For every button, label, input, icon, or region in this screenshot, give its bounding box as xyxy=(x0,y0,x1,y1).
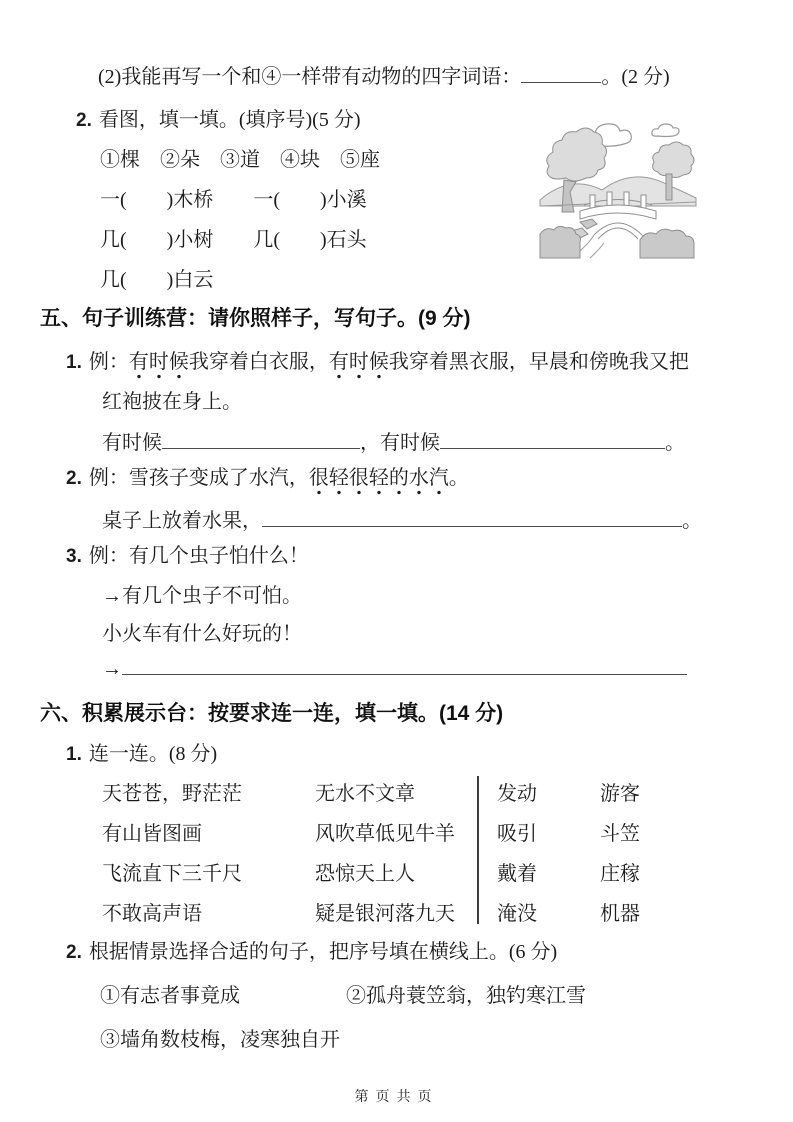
answer-blank-s5q3[interactable] xyxy=(122,654,687,675)
s6-q2-options-row xyxy=(100,984,586,1009)
s6-q2-text: 根据情景选择合适的句子，把序号填在横线上。(6 分) xyxy=(88,941,558,963)
s6-q2-number: 2. xyxy=(66,942,82,963)
s5-q1-ans-pre2: ，有时候 xyxy=(360,432,440,454)
match-cell[interactable]: 无水不文章 xyxy=(315,783,415,805)
match-cell[interactable]: 庄稼 xyxy=(600,863,640,885)
s6-q1-stem xyxy=(66,742,217,767)
s5-q2-answer-line xyxy=(102,506,702,534)
s5-q2-ans-end: 。 xyxy=(682,510,702,532)
question-4-sub2-text: 我能再写一个和④一样带有动物的四字词语： xyxy=(121,66,522,88)
fill-line-1[interactable]: 一( )木桥 一( )小溪 xyxy=(100,189,367,211)
section-5-heading: 五、句子训练营：请你照样子，写句子。(9 分) xyxy=(40,307,471,330)
match-cell[interactable]: 淹没 xyxy=(497,903,537,925)
match-cell[interactable]: 飞流直下三千尺 xyxy=(102,863,242,885)
s6-q2-stem xyxy=(66,940,557,965)
s5-q2-end: 。 xyxy=(448,467,469,489)
s5-q1-ans-pre1: 有时候 xyxy=(102,432,162,454)
s5-q3-answer-line xyxy=(102,654,687,682)
s6-q1-number: 1. xyxy=(66,744,82,765)
s5-q1-mid2: 我穿着黑衣服，早晨和傍晚我又把 xyxy=(388,351,689,373)
page-footer: 第页共页 xyxy=(354,1088,439,1104)
answer-blank-s5q2[interactable] xyxy=(262,506,682,527)
s5-q1-answer-line xyxy=(102,428,685,456)
s5-q1-mid1: 我穿着白衣服， xyxy=(188,351,329,373)
s6-q2-option-3: ③墙角数枝梅，凌寒独自开 xyxy=(100,1029,340,1051)
s5-q3-example xyxy=(66,544,309,569)
measure-word-options: ①棵 ②朵 ③道 ④块 ⑤座 xyxy=(100,149,380,171)
s5-q2-pre: 例：雪孩子变成了水汽， xyxy=(88,467,309,489)
fill-line-3[interactable]: 几( )白云 xyxy=(100,269,214,291)
s5-q2-dotted: 很轻很轻的水汽 xyxy=(309,467,449,495)
match-cell[interactable]: 戴着 xyxy=(497,863,537,885)
match-cell[interactable]: 吸引 xyxy=(497,823,537,845)
s5-q2-example xyxy=(66,466,469,491)
fill-line-2[interactable]: 几( )小树 几( )石头 xyxy=(100,229,367,251)
arrow-icon: → xyxy=(102,658,122,680)
column-divider xyxy=(477,776,479,924)
s5-q2-number: 2. xyxy=(66,468,82,489)
question-2-text: 看图，填一填。(填序号)(5 分) xyxy=(98,109,361,131)
question-4-sub2 xyxy=(98,62,670,90)
answer-blank-s5q1-a[interactable] xyxy=(162,428,360,449)
s6-q2-option-2: ②孤舟蓑笠翁，独钓寒江雪 xyxy=(346,985,586,1007)
s5-q3-example-text: 例：有几个虫子怕什么！ xyxy=(88,545,309,567)
s6-q2-option-1: ①有志者事竟成 xyxy=(100,985,240,1007)
question-4-sub2-number: (2) xyxy=(98,66,122,88)
s5-q1-dotted-2: 有时候 xyxy=(329,351,389,379)
s5-q3-converted: →有几个虫子不可怕。 xyxy=(102,585,302,607)
s5-q1-example xyxy=(66,350,689,375)
s5-q1-dotted-1: 有时候 xyxy=(129,351,189,379)
s5-q1-example-cont: 红袍披在身上。 xyxy=(102,391,242,413)
match-cell[interactable]: 不敢高声语 xyxy=(102,903,202,925)
match-cell[interactable]: 斗笠 xyxy=(600,823,640,845)
match-cell[interactable]: 发动 xyxy=(497,783,537,805)
question-2-number: 2. xyxy=(76,110,92,131)
s5-q1-pre: 例： xyxy=(88,351,129,373)
s6-q1-text: 连一连。(8 分) xyxy=(88,743,218,765)
match-cell[interactable]: 机器 xyxy=(600,903,640,925)
match-cell[interactable]: 风吹草低见牛羊 xyxy=(315,823,455,845)
scenery-illustration xyxy=(538,112,698,262)
question-4-sub2-points: 。(2 分) xyxy=(601,66,670,88)
question-2-stem xyxy=(76,108,361,133)
s5-q1-number: 1. xyxy=(66,352,82,373)
match-cell[interactable]: 疑是银河落九天 xyxy=(315,903,455,925)
bridge-scene-drawing xyxy=(538,112,698,262)
s5-q3-prompt: 小火车有什么好玩的！ xyxy=(102,623,302,645)
match-cell[interactable]: 有山皆图画 xyxy=(102,823,202,845)
s5-q3-number: 3. xyxy=(66,546,82,567)
match-cell[interactable]: 游客 xyxy=(600,783,640,805)
s5-q1-ans-end: 。 xyxy=(665,432,685,454)
section-6-heading: 六、积累展示台：按要求连一连，填一填。(14 分) xyxy=(40,702,504,725)
answer-blank-s5q1-b[interactable] xyxy=(440,428,665,449)
match-cell[interactable]: 天苍苍，野茫茫 xyxy=(102,783,242,805)
match-cell[interactable]: 恐惊天上人 xyxy=(315,863,415,885)
s5-q2-ans-pre: 桌子上放着水果， xyxy=(102,510,262,532)
answer-blank-idiom[interactable] xyxy=(521,62,601,83)
